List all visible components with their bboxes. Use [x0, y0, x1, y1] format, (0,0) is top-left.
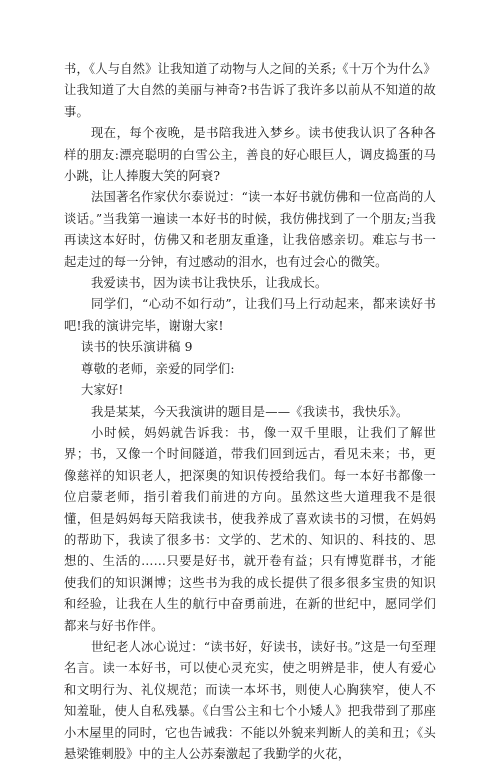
greeting: 大家好!: [81, 383, 124, 398]
paragraph-6: 我是某某，今天我演讲的题目是——《我读书，我快乐》。: [91, 404, 409, 419]
paragraph-3: 法国著名作家伏尔泰说过：“读一本好书就仿佛和一位高尚的人谈话。”当我第一遍读一本好书的时候，我仿佛找到了一个朋友;当我再读这本好时，仿佛又和老朋友重逢，让我倍感亲切。难忘与书一起走过的每一分钟，有过感动的泪水，也有过会心的微笑。: [64, 190, 436, 269]
paragraph-4: 我爱读书，因为读书让我快乐，让我成长。: [91, 276, 328, 291]
paragraph-2: 现在，每个夜晚，是书陪我进入梦乡。读书使我认识了各种各样的朋友:漂亮聪明的白雪公主，善良的好心眼巨人，调皮捣蛋的马小跳，让人捧腹大笑的阿衰?: [64, 126, 436, 184]
paragraph-8: 世纪老人冰心说过：“读书好，好读书，读好书。”这是一句至理名言。读一本好书，可以使心灵充实，使之明辨是非，使人有爱心和文明行为、礼仪规范；而读一本坏书，则使人心胸狭窄，使人不知羞耻，使人自私残暴。《白雪公主和七个小矮人》把我带到了那座小木屋里的同时，它也告诫我：不能以外貌来判断人的美和丑；《头悬梁锥刺股》中的主人公苏秦激起了我勤学的火花，: [64, 639, 436, 761]
section-title: 读书的快乐演讲稿 9: [81, 340, 193, 355]
paragraph-7: 小时候，妈妈就告诉我：书，像一双千里眼，让我们了解世界；书，又像一个时间隧道，带我们回到远古，看见未来；书，更像慈祥的知识老人，把深奥的知识传授给我们。每一本好书都像一位启蒙老师，指引着我们前进的方向。虽然这些大道理我不是很懂，但是妈妈每天陪我读书，使我养成了喜欢读书的习惯，在妈妈的帮助下，我读了很多书：文学的、艺术的、知识的、科技的、思想的、生活的……只要是好书，就开卷有益；只有博览群书，才能使我们的知识渊博；这些书为我的成长提供了很多很多宝贵的知识和经验，让我在人生的航行中奋勇前进，在新的世纪中，愿同学们都来与好书作伴。: [64, 425, 436, 633]
paragraph-5: 同学们，“心动不如行动”，让我们马上行动起来，都来读好书吧!我的演讲完毕，谢谢大家!: [64, 297, 436, 333]
paragraph-1: 书，《人与自然》让我知道了动物与人之间的关系;《十万个为什么》让我知道了大自然的美丽与神奇?书告诉了我许多以前从不知道的故事。: [64, 62, 436, 119]
document-body: [64, 59, 436, 765]
salutation: 尊敬的老师，亲爱的同学们:: [81, 361, 235, 376]
